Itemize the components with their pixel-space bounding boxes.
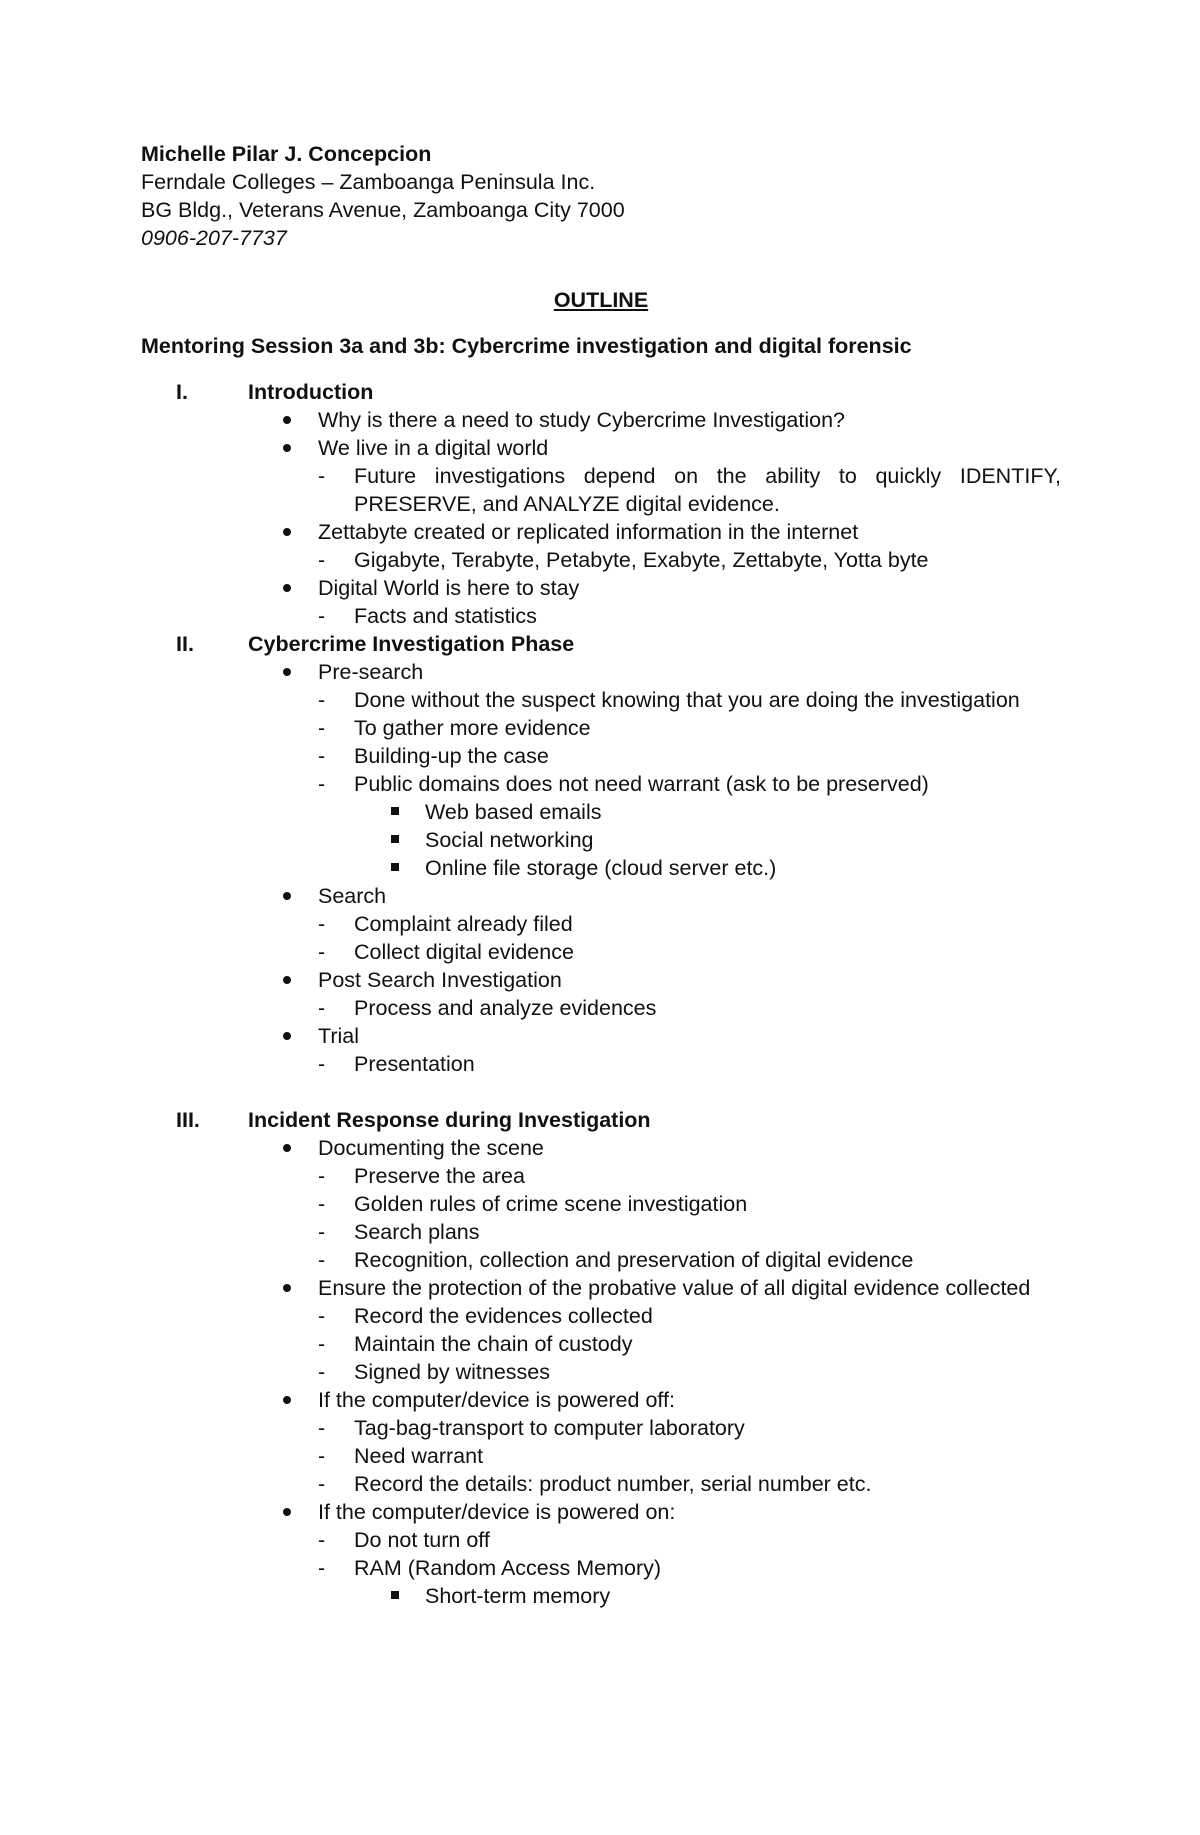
sub-list-item: - Process and analyze evidences — [318, 996, 657, 1020]
section-incident-response — [141, 1106, 1061, 1610]
list-item: Why is there a need to study Cybercrime Investigation? — [141, 406, 884, 434]
outline-title: OUTLINE — [553, 288, 649, 312]
dash-icon: - — [318, 1192, 326, 1216]
dash-icon: - — [318, 744, 326, 768]
bullet-icon — [283, 1508, 291, 1516]
section-heading — [141, 1106, 1061, 1134]
section-cybercrime-investigation-phase — [141, 630, 1061, 1078]
sub-list-item: - RAM (Random Access Memory) — [318, 1556, 662, 1580]
dash-icon: - — [318, 1472, 326, 1496]
address: BG Bldg., Veterans Avenue, Zamboanga City 7000 — [141, 198, 625, 222]
sub-list-item: - Future investigations depend on the ability to quickly IDENTIFY, PRESERVE, and ANALYZE digital evidence. — [318, 464, 1061, 516]
dash-icon: - — [318, 940, 326, 964]
bullet-icon — [283, 1396, 291, 1404]
bullet-icon — [283, 892, 291, 900]
sub-list-item: - Do not turn off — [318, 1528, 490, 1552]
sub-list-item: - Public domains does not need warrant (ask to be preserved) — [318, 772, 929, 796]
square-bullet-icon — [391, 863, 399, 871]
section-label: Cybercrime Investigation Phase — [248, 632, 575, 656]
sub-list-item: - Tag-bag-transport to computer laboratory — [318, 1416, 745, 1440]
document-page — [141, 140, 1061, 1610]
bullet-icon — [283, 444, 291, 452]
dash-icon: - — [318, 1556, 326, 1580]
sub-list-item: - Record the details: product number, serial number etc. — [318, 1472, 872, 1496]
square-bullet-icon — [391, 1591, 399, 1599]
list-item: We live in a digital world — [141, 434, 884, 462]
sub-sub-list-item: Web based emails — [141, 798, 1061, 826]
bullet-icon — [283, 528, 291, 536]
list-item: Trial — [141, 1022, 884, 1050]
list-item: Digital World is here to stay — [141, 574, 884, 602]
list-item: Search — [141, 882, 884, 910]
square-bullet-icon — [391, 807, 399, 815]
list-item: If the computer/device is powered on: — [141, 1498, 884, 1526]
dash-icon: - — [318, 772, 326, 796]
sub-list-item: - Facts and statistics — [318, 604, 537, 628]
square-bullet-icon — [391, 835, 399, 843]
sub-list-item: - Need warrant — [318, 1444, 484, 1468]
dash-icon: - — [318, 1360, 326, 1384]
sub-sub-list-item: Online file storage (cloud server etc.) — [141, 854, 1061, 882]
list-item: Ensure the protection of the probative value of all digital evidence collected — [141, 1274, 1061, 1302]
bullet-icon — [283, 416, 291, 424]
sub-list-item: - Complaint already filed — [318, 912, 573, 936]
sub-list-item: - Collect digital evidence — [318, 940, 574, 964]
dash-icon: - — [318, 1304, 326, 1328]
sub-list-item: - Search plans — [318, 1220, 480, 1244]
dash-icon: - — [318, 716, 326, 740]
institution-name: Ferndale Colleges – Zamboanga Peninsula Inc. — [141, 170, 596, 194]
sub-list-item: - Maintain the chain of custody — [318, 1332, 633, 1356]
dash-icon: - — [318, 1444, 326, 1468]
sub-list-item: - Building-up the case — [318, 744, 549, 768]
sub-list-item: - Golden rules of crime scene investigation — [318, 1192, 748, 1216]
sub-list-item: - To gather more evidence — [318, 716, 591, 740]
dash-icon: - — [318, 1220, 326, 1244]
list-item: Post Search Investigation — [141, 966, 884, 994]
dash-icon: - — [318, 1528, 326, 1552]
bullet-icon — [283, 976, 291, 984]
bullet-icon — [283, 584, 291, 592]
bullet-icon — [283, 1144, 291, 1152]
dash-icon: - — [318, 1248, 326, 1272]
list-item: Documenting the scene — [141, 1134, 884, 1162]
sub-list-item: - Signed by witnesses — [318, 1360, 550, 1384]
dash-icon: - — [318, 464, 326, 488]
bullet-icon — [283, 668, 291, 676]
bullet-icon — [283, 1032, 291, 1040]
dash-icon: - — [318, 1416, 326, 1440]
author-name: Michelle Pilar J. Concepcion — [141, 142, 432, 166]
dash-icon: - — [318, 688, 326, 712]
bullet-icon — [283, 1284, 291, 1292]
section-heading — [141, 630, 1061, 658]
dash-icon: - — [318, 996, 326, 1020]
section-number: I. — [176, 380, 188, 404]
list-item: Zettabyte created or replicated information in the internet — [141, 518, 884, 546]
sub-list-item: - Record the evidences collected — [318, 1304, 653, 1328]
session-title: Mentoring Session 3a and 3b: Cybercrime investigation and digital forensic — [141, 334, 912, 358]
sub-sub-list-item: Short-term memory — [141, 1582, 1061, 1610]
section-label: Introduction — [248, 380, 374, 404]
sub-list-item: - Recognition, collection and preservation of digital evidence — [318, 1248, 914, 1272]
section-label: Incident Response during Investigation — [248, 1108, 651, 1132]
dash-icon: - — [318, 1164, 326, 1188]
sub-list-item: - Presentation — [318, 1052, 475, 1076]
list-item: Pre-search — [141, 658, 884, 686]
dash-icon: - — [318, 912, 326, 936]
sub-sub-list-item: Social networking — [141, 826, 1061, 854]
dash-icon: - — [318, 604, 326, 628]
section-number: III. — [176, 1108, 200, 1132]
section-heading — [141, 378, 1061, 406]
dash-icon: - — [318, 1052, 326, 1076]
dash-icon: - — [318, 548, 326, 572]
sub-list-item: - Done without the suspect knowing that you are doing the investigation — [318, 688, 1020, 712]
list-item: If the computer/device is powered off: — [141, 1386, 884, 1414]
dash-icon: - — [318, 1332, 326, 1356]
section-introduction — [141, 378, 1061, 630]
sub-list-item: - Preserve the area — [318, 1164, 525, 1188]
phone-number: 0906-207-7737 — [141, 226, 287, 250]
section-number: II. — [176, 632, 194, 656]
sub-list-item: - Gigabyte, Terabyte, Petabyte, Exabyte, Zettabyte, Yotta byte — [318, 548, 929, 572]
